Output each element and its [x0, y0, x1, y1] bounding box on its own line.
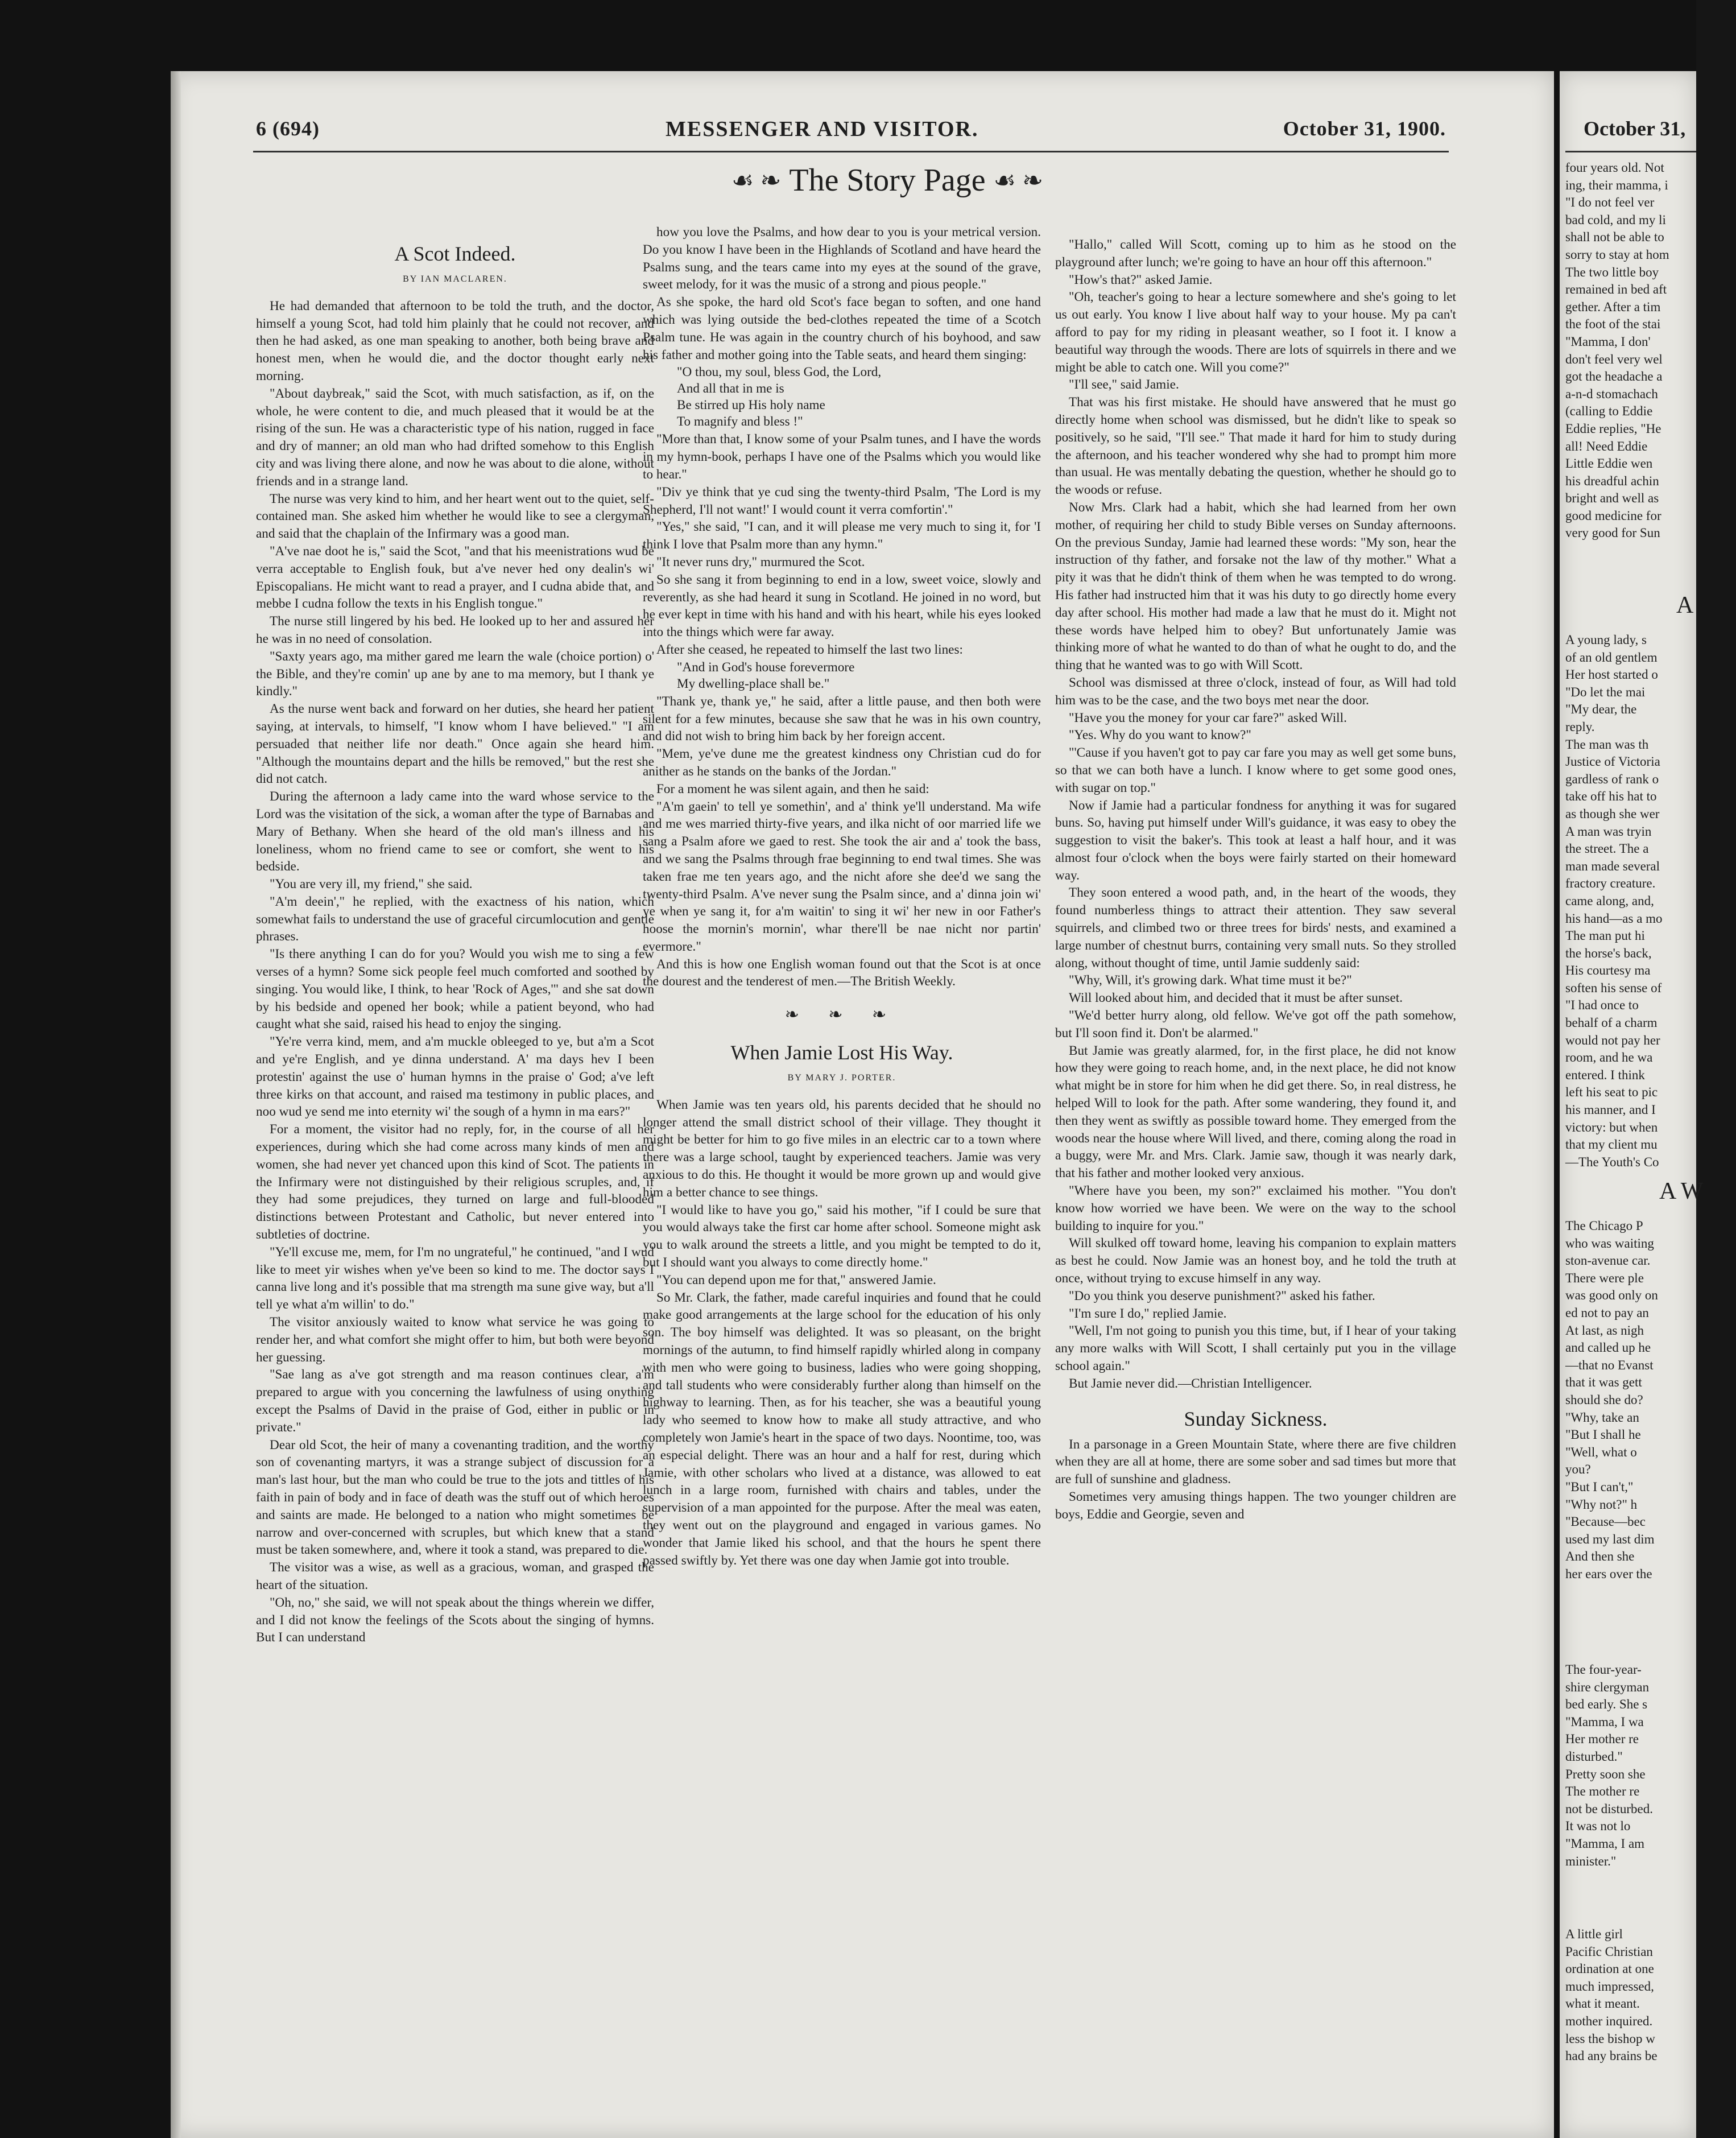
article-title: Sunday Sickness.	[1184, 1407, 1328, 1430]
text-line-fragment: entered. I think	[1565, 1067, 1645, 1082]
text-line-fragment: shire clergyman	[1565, 1679, 1650, 1694]
article-paragraph: So she sang it from beginning to end in a low, sweet voice, slowly and reverently, as she had heard it sung in Scotland. He joined in no word, but he ever kept in time with his hand and with his heart, while his eyes looked into the things which were far away.	[643, 572, 1041, 640]
text-line-fragment: all! Need Eddie	[1565, 439, 1648, 453]
article-paragraph: "Oh, teacher's going to hear a lecture somewhere and she's going to let us out early. You know I live about half way to your house. My pa can't afford to pay for my riding in pleasant weather, so I foot it. I know a beautiful way through the woods. There are lots of squirrels in there and we might be able to catch one. Will you come?"	[1055, 290, 1456, 375]
article-body-continued	[643, 224, 1041, 990]
text-line-fragment: bed early. She s	[1565, 1697, 1648, 1712]
text-line-fragment: Eddie replies, "He	[1565, 421, 1661, 436]
text-line-fragment: not be disturbed.	[1565, 1801, 1653, 1816]
text-line-fragment: "Why not?" h	[1565, 1497, 1638, 1512]
text-line-fragment: room, and he wa	[1565, 1050, 1653, 1065]
article-paragraph: "Sae lang as a've got strength and ma reason continues clear, a'm prepared to argue with you concerning the lawfulness of using onything except the Psalms of David in the praise of God, either in public or in private."	[256, 1367, 654, 1435]
article-paragraph: The nurse still lingered by his bed. He looked up to her and assured her he was in no need of consolation.	[256, 614, 654, 646]
text-line-fragment: sorry to stay at hom	[1565, 247, 1669, 262]
text-line-fragment: take off his hat to	[1565, 789, 1657, 804]
text-line-fragment: the street. The a	[1565, 841, 1649, 856]
article-paragraph: But Jamie was greatly alarmed, for, in the first place, he did not know how they were going to reach home, and, in the next place, he did not know what might be in store for him when he did get there. So, in real distress, he helped Will to look for the path. After some wandering, they found it, and then they went as swiftly as possible toward home. They emerged from the woods near the house where Will lived, and there, coming along the road in a buggy, were Mr. and Mrs. Clark. Jamie saw, though it was nearly dark, that his father and mother looked very anxious.	[1055, 1043, 1456, 1181]
column-fragment	[1565, 1926, 1736, 2065]
article-title: A Scot Indeed.	[394, 242, 516, 265]
column-2	[643, 224, 1041, 1569]
text-line-fragment: ston-avenue car.	[1565, 1253, 1651, 1268]
text-line-fragment: less the bishop w	[1565, 2031, 1655, 2046]
text-line-fragment: her ears over the	[1565, 1566, 1652, 1581]
article-paragraph: Dear old Scot, the heir of many a covenanting tradition, and the worthy son of covenanting martyrs, it was a strange subject of discussion for a man's last hour, but the man who could be true to the jots and tittles of his faith in pain of body and in face of death was the stuff out of which heroes and saints are made. He belonged to a nation who might sometimes be narrow and over-concerned with scruples, but which knew that a stand must be taken somewhere, and, where it took a stand, was prepared to die.	[256, 1437, 654, 1558]
article-paragraph: "We'd better hurry along, old fellow. We've got off the path somehow, but I'll soon find it. Don't be alarmed."	[1055, 1008, 1456, 1041]
article-paragraph: Sometimes very amusing things happen. The two younger children are boys, Eddie and Georgie, seven and	[1055, 1489, 1456, 1522]
article-paragraph: So Mr. Clark, the father, made careful inquiries and found that he could make good arrangements at the large school for the education of his only son. The boy himself was delighted. It was so pleasant, on the bright mornings of the autumn, to find himself rapidly whirled along in company with men who were going to business, ladies who were going shopping, and tall students who were considerably further along than himself on the highway to learning. Then, as for his teacher, she was a beautiful young lady who seemed to know how to make all study attractive, and who completely won Jamie's heart in the space of two days. Noontime, too, was an especial delight. There was an hour and a half for rest, during which Jamie, with other scholars who lived at a distance, was allowed to eat lunch in a large room, furnished with chairs and tables, under the supervision of a man appointed for the purpose. After the meal was eaten, they went out on the playground and engaged in various games. No wonder that Jamie liked his school, and that the hours he spent there passed swiftly by. Yet there was one day when Jamie got into trouble.	[643, 1290, 1041, 1568]
verse-line: Be stirred up His holy name	[677, 398, 825, 413]
article-paragraph: "I'll see," said Jamie.	[1069, 377, 1179, 393]
text-line-fragment: ing, their mamma, i	[1565, 178, 1668, 192]
text-line-fragment: don't feel very wel	[1565, 352, 1663, 366]
issue-date: October 31, 1900.	[1283, 117, 1446, 140]
article-paragraph: "Have you the money for your car fare?" asked Will.	[1069, 710, 1347, 725]
article-paragraph: Will skulked off toward home, leaving his companion to explain matters as best he could. Now Jamie was an honest boy, and he told the truth at once, without trying to excuse himself in any way.	[1055, 1236, 1456, 1286]
article-paragraph: "Yes," she said, "I can, and it will please me very much to sing it, for 'I think I love that Psalm more than any hymn."	[643, 519, 1041, 552]
text-line-fragment: "Mamma, I wa	[1565, 1714, 1644, 1729]
column-fragment	[1565, 1217, 1736, 1583]
header-rule	[253, 151, 1449, 152]
article-paragraph: School was dismissed at three o'clock, instead of four, as Will had told him was to be the case, and the two boys met near the door.	[1055, 675, 1456, 708]
column-3	[1055, 236, 1456, 1524]
article-paragraph: "A'm deein'," he replied, with the exactness of his nation, which somewhat fails to understand the use of graceful circumlocution and gentle phrases.	[256, 894, 654, 944]
article-paragraph: After she ceased, he repeated to himself the last two lines:	[656, 642, 963, 657]
text-line-fragment: gardless of rank o	[1565, 771, 1659, 786]
verse-line: "O thou, my soul, bless God, the Lord,	[677, 365, 882, 380]
text-line-fragment: minister."	[1565, 1854, 1617, 1868]
article-paragraph: During the afternoon a lady came into the ward whose service to the Lord was the visitation of the sick, a woman after the type of Barnabas and Mary of Bethany. When she heard of the old man's illness and his loneliness, whom no friend came to see or comfort, she went to his bedside.	[256, 789, 654, 874]
text-line-fragment: A little girl	[1565, 1927, 1623, 1941]
text-line-fragment: reply.	[1565, 719, 1595, 734]
text-line-fragment: and called up he	[1565, 1340, 1651, 1355]
page-gutter-shadow	[171, 71, 181, 2138]
text-line-fragment: got the headache a	[1565, 369, 1663, 384]
text-line-fragment: very good for Sun	[1565, 526, 1660, 540]
text-line-fragment: The Chicago P	[1565, 1219, 1643, 1233]
fleuron-icon: ☙ ❧	[731, 166, 782, 195]
text-line-fragment: you?	[1565, 1462, 1591, 1477]
text-line-fragment: four years old. Not	[1565, 160, 1664, 175]
text-line-fragment: "But I shall he	[1565, 1427, 1641, 1442]
ornament-divider-icon: ❧ ❧ ❧	[784, 1005, 899, 1025]
text-line-fragment: "Mamma, I am	[1565, 1836, 1645, 1851]
text-line-fragment: bad cold, and my li	[1565, 212, 1666, 227]
article-paragraph: The visitor anxiously waited to know what service he was going to render her, and what comfort she might offer to him, but both were beyond her guessing.	[256, 1315, 654, 1365]
text-line-fragment: ordination at one	[1565, 1962, 1654, 1976]
article-paragraph: "You are very ill, my friend," she said.	[270, 877, 473, 892]
text-line-fragment: victory: but when	[1565, 1120, 1658, 1134]
text-line-fragment: At last, as nigh	[1565, 1323, 1644, 1338]
article-paragraph: Now if Jamie had a particular fondness for anything it was for sugared buns. So, having put himself under Will's guidance, it was easy to obey the suggestion to visit the baker's. This took at least a half hour, and it was almost four o'clock when the boys were fairly started on their homeward way.	[1055, 798, 1456, 883]
article-paragraph: "Where have you been, my son?" exclaimed his mother. "You don't know how worried we have been. We were on the way to the school building to inquire for you."	[1055, 1183, 1456, 1233]
text-line-fragment: The mother re	[1565, 1784, 1640, 1799]
text-line-fragment: gether. After a tim	[1565, 299, 1661, 314]
text-line-fragment: was good only on	[1565, 1288, 1658, 1303]
article-paragraph: "Saxty years ago, ma mither gared me learn the wale (choice portion) o' the Bible, and they're comin' up ane by ane to ma memory, but I thank ye kindly."	[256, 649, 654, 699]
column-fragment	[1565, 1661, 1736, 1870]
article-body	[256, 298, 654, 1646]
column-fragment	[1565, 159, 1736, 542]
text-line-fragment: a-n-d stomachach	[1565, 386, 1658, 401]
article-paragraph: The visitor was a wise, as well as a gracious, woman, and grasped the heart of the situation.	[256, 1560, 654, 1592]
text-line-fragment: much impressed,	[1565, 1979, 1654, 1993]
text-line-fragment: "Well, what o	[1565, 1444, 1637, 1459]
article-paragraph: "Is there anything I can do for you? Would you wish me to sing a few verses of a hymn? Some sick people feel much comforted and soothed by singing. You would like, I think, to hear 'Rock of Ages,'" and she sat down by his bedside and opened her book; while a patient beyond, who had caught what she said, raised his head to enjoy the singing.	[256, 947, 654, 1032]
text-line-fragment: used my last dim	[1565, 1532, 1655, 1546]
text-line-fragment: "Because—bec	[1565, 1514, 1646, 1529]
article-paragraph: For a moment, the visitor had no reply, for, in the course of all her experiences, during which she had come across many kinds of men and women, she had never yet chanced upon this kind of Scot. The patients in the Infirmary were not distinguished by their religious scruples, and, if they had some prejudices, they turned on large and full-blooded distinctions between Protestant and Catholic, but never entered into subtleties of doctrine.	[256, 1122, 654, 1243]
text-line-fragment: came along, and,	[1565, 893, 1654, 908]
text-line-fragment: "I do not feel ver	[1565, 195, 1655, 210]
article-paragraph: "A've nae doot he is," said the Scot, "and that his meenistrations wud be verra acceptable to English fouk, but a've never hed ony dealin's wi' Episcopalians. He micht want to read a prayer, and I cudna abide that, and mebbe I cudna follow the texts in his English tongue."	[256, 543, 654, 612]
text-line-fragment: A young lady, s	[1565, 633, 1647, 647]
text-line-fragment: who was waiting	[1565, 1236, 1654, 1250]
article-paragraph: "Yes. Why do you want to know?"	[1069, 728, 1251, 743]
text-line-fragment: (calling to Eddie	[1565, 404, 1653, 419]
text-line-fragment: as though she wer	[1565, 806, 1660, 821]
article-paragraph: "A'm gaein' to tell ye somethin', and a' think ye'll understand. Ma wife and me wes married thirty-five years, and ilka nicht of oor married life we sang a Psalm afore we gaed to rest. She took the air and a' took the bass, and we sang the Psalms through frae beginning to end twal times. She was taken frae me ten years ago, and the nicht afore she dee'd we sang the twenty-third Psalm. A've never sung the Psalm since, and a' dinna join wi' ye when ye sang it, for a'm waitin' to sing it wi' her new in oor Father's hoose the mornin's mornin', whar there'll be nae nicht nor partin' evermore."	[643, 799, 1041, 954]
text-line-fragment: Justice of Victoria	[1565, 754, 1660, 769]
article-paragraph: The nurse was very kind to him, and her heart went out to the quiet, self-contained man. She asked him whether he would like to see a clergyman, and said that the chaplain of the Infirmary was a good man.	[256, 491, 654, 542]
article-paragraph: Now Mrs. Clark had a habit, which she had learned from her own mother, of requiring her child to study Bible verses on Sunday afternoons. On the previous Sunday, Jamie had learned these words: "My son, hear the instruction of thy father, and forsake not the law of thy mother." What a pity it was that he didn't think of them when he was tempted to do wrong. His father had instructed him that it was his duty to go directly home every day after school. His mother had made a law that he must do it. Might not these words have helped him to obey? But unfortunately Jamie was thinking more of what he wanted to do than of what he ought to do, and the thing that he wanted was to go with Will Scott.	[1055, 500, 1456, 673]
article-body-continued	[1055, 236, 1456, 1393]
section-title-text: The Story Page	[789, 163, 986, 198]
article-title: When Jamie Lost His Way.	[730, 1041, 953, 1064]
article-paragraph: "About daybreak," said the Scot, with much satisfaction, as if, on the whole, he were content to die, and much pleased that it would be at the rising of the sun. He was a characteristic type of his nation, rugged in face and dry of manner; an old man who had drifted somehow to this English city and was living there alone, and now he was about to die alone, without friends and in a strange land.	[256, 386, 654, 489]
text-line-fragment: that it was gett	[1565, 1375, 1642, 1390]
article-body	[1055, 1436, 1456, 1524]
article-paragraph: Will looked about him, and decided that it must be after sunset.	[1069, 990, 1403, 1006]
verse-line: To magnify and bless !"	[677, 414, 803, 430]
article-paragraph: "Why, Will, it's growing dark. What time must it be?"	[1069, 973, 1352, 988]
text-line-fragment: should she do?	[1565, 1392, 1643, 1407]
article-paragraph: "More than that, I know some of your Psalm tunes, and I have the words in my hymn-book, perhaps I have one of the Psalms which you would like to hear."	[643, 432, 1041, 482]
article-paragraph: "Ye're verra kind, mem, and a'm muckle obleeged to ye, but a'm a Scot and ye're English, and ye dinna understand. A' ma days hev I been protestin' against the use o' human hymns in the praise o' God; a've left three kirks on that account, and raised ma testimony in public places, and noo wud ye send me into eternity wi' the sough of a hymn in ma ears?"	[256, 1034, 654, 1120]
text-line-fragment: the horse's back,	[1565, 946, 1652, 960]
article-paragraph: "It never runs dry," murmured the Scot.	[656, 554, 865, 569]
text-line-fragment: "But I can't,"	[1565, 1479, 1634, 1494]
fleuron-icon: ☙ ❧	[993, 166, 1043, 195]
text-line-fragment: Pretty soon she	[1565, 1766, 1646, 1781]
text-line-fragment: mother inquired.	[1565, 2013, 1653, 2028]
text-line-fragment: Her mother re	[1565, 1732, 1639, 1747]
text-line-fragment: behalf of a charm	[1565, 1016, 1658, 1030]
column-fragment	[1565, 632, 1736, 1171]
article-paragraph: And this is how one English woman found out that the Scot is at once the dourest and the tenderest of men.—The British Weekly.	[643, 956, 1041, 989]
verse-line: "And in God's house forevermore	[677, 659, 855, 675]
text-line-fragment: bright and well as	[1565, 491, 1659, 506]
text-line-fragment: The man was th	[1565, 737, 1649, 752]
article-paragraph: In a parsonage in a Green Mountain State, where there are five children when they are all at home, there are some sober and sad times but more that are full of sunshine and gladness.	[1055, 1437, 1456, 1487]
article-paragraph: "Div ye think that ye cud sing the twenty-third Psalm, 'The Lord is my Shepherd, I'll not want!' I would count it verra comfortin'."	[643, 484, 1041, 517]
text-line-fragment: his manner, and I	[1565, 1103, 1656, 1117]
column-1	[256, 228, 654, 1646]
page-number: 6 (694)	[256, 117, 320, 140]
text-line-fragment: —that no Evanst	[1565, 1357, 1654, 1372]
text-line-fragment: the foot of the stai	[1565, 317, 1661, 332]
text-line-fragment: fractory creature.	[1565, 876, 1656, 891]
text-line-fragment: remained in bed aft	[1565, 282, 1667, 297]
article-paragraph: how you love the Psalms, and how dear to you is your metrical version. Do you know I have been in the Highlands of Scotland and have heard the Psalms sung, and the tears came into my eyes at the sound of the grave, sweet melody, for it was the music of a strong and pious people."	[643, 225, 1041, 292]
article-paragraph: "I would like to have you go," said his mother, "if I could be sure that you would always take the first car home after school. Someone might ask you to walk around the streets a little, and you might be tempted to do it, but I should want you always to come directly home."	[643, 1202, 1041, 1270]
newspaper-page-left	[171, 71, 1554, 2138]
text-line-fragment: soften his sense of	[1565, 980, 1662, 995]
article-title-fragment: A W	[1659, 1178, 1704, 1204]
text-line-fragment: his hand—as a mo	[1565, 911, 1663, 926]
text-line-fragment: Little Eddie wen	[1565, 456, 1653, 471]
text-line-fragment: what it meant.	[1565, 1996, 1640, 2011]
text-line-fragment: disturbed."	[1565, 1749, 1623, 1764]
newspaper-page-right-partial	[1560, 71, 1704, 2138]
text-line-fragment: His courtesy ma	[1565, 963, 1651, 978]
text-line-fragment: —The Youth's Co	[1565, 1154, 1659, 1169]
article-paragraph: But Jamie never did.—Christian Intelligencer.	[1069, 1376, 1312, 1391]
article-paragraph: "You can depend upon me for that," answered Jamie.	[656, 1272, 936, 1287]
text-line-fragment: The man put hi	[1565, 928, 1645, 943]
text-line-fragment: would not pay her	[1565, 1033, 1660, 1047]
text-line-fragment: man made several	[1565, 858, 1660, 873]
article-paragraph: "Hallo," called Will Scott, coming up to him as he stood on the playground after lunch; we're going to have an hour off this afternoon."	[1055, 237, 1456, 270]
issue-date: October 31,	[1584, 117, 1686, 140]
text-line-fragment: Pacific Christian	[1565, 1944, 1653, 1959]
text-line-fragment: ed not to pay an	[1565, 1305, 1649, 1320]
text-line-fragment: It was not lo	[1565, 1819, 1631, 1834]
article-paragraph: That was his first mistake. He should have answered that he must go directly home when school was dismissed, but he didn't like to speak so positively, so he said, "I'll see." That made it hard for him to study during the afternoon, and his teacher wondered why she had to prompt him more than usual. He was mentally debating the question, whether he should go to the woods or refuse.	[1055, 395, 1456, 498]
text-line-fragment: "Why, take an	[1565, 1410, 1639, 1425]
header-rule	[1565, 151, 1696, 152]
text-line-fragment: Her host started o	[1565, 667, 1658, 682]
article-paragraph: As she spoke, the hard old Scot's face began to soften, and one hand which was lying outside the bed-clothes repeated the time of a Scotch Psalm tune. He was again in the country church of his boyhood, and saw his father and mother going into the Table seats, and heard them singing:	[643, 295, 1041, 362]
text-line-fragment: had any brains be	[1565, 2049, 1658, 2063]
text-line-fragment: The two little boy	[1565, 265, 1659, 279]
article-paragraph: "Well, I'm not going to punish you this time, but, if I hear of your taking any more walks with Will Scott, I shall certainly put you in the village school again."	[1055, 1323, 1456, 1373]
text-line-fragment: of an old gentlem	[1565, 650, 1658, 664]
text-line-fragment: his dreadful achin	[1565, 473, 1659, 488]
masthead: MESSENGER AND VISITOR.	[666, 117, 979, 141]
article-byline: BY IAN MACLAREN.	[403, 274, 507, 284]
verse-line: And all that in me is	[677, 381, 784, 397]
verse-line: My dwelling-place shall be."	[677, 676, 830, 691]
section-title	[643, 162, 1132, 213]
text-line-fragment: "I had once to	[1565, 998, 1639, 1013]
text-line-fragment: "Do let the mai	[1565, 684, 1646, 699]
text-line-fragment: good medicine for	[1565, 508, 1661, 523]
article-paragraph: "Thank ye, thank ye," he said, after a little pause, and then both were silent for a few minutes, because she saw that he was in his own country, and did not wish to bring him back by her foreign accent.	[643, 694, 1041, 744]
text-line-fragment: A man was tryin	[1565, 824, 1652, 839]
article-byline: BY MARY J. PORTER.	[787, 1073, 896, 1083]
article-paragraph: "Ye'll excuse me, mem, for I'm no ungrateful," he continued, "and I wud like to meet yir wishes when ye've been so kind to me. The doctor says I canna live long and it's possible that ma strength ma sune give way, but a'll tell ye what a'm willin' to do."	[256, 1244, 654, 1312]
text-line-fragment: "Mamma, I don'	[1565, 334, 1651, 349]
article-paragraph: "Oh, no," she said, we will not speak about the things wherein we differ, and I did not know the feelings of the Scots about the singing of hymns. But I can understand	[256, 1595, 654, 1645]
text-line-fragment: There were ple	[1565, 1270, 1644, 1285]
article-paragraph: "How's that?" asked Jamie.	[1069, 272, 1213, 287]
article-paragraph: When Jamie was ten years old, his parents decided that he should no longer attend the small district school of their village. They thought it might be better for him to go five miles in an electric car to a town where there was a large school, taught by experienced teachers. Jamie was very anxious to do this. He thought it would be more grown up and would give him a better chance to see things.	[643, 1097, 1041, 1200]
article-paragraph: "Mem, ye've dune me the greatest kindness ony Christian cud do for anither as he stands on the banks of the Jordan."	[643, 746, 1041, 779]
text-line-fragment: And then she	[1565, 1549, 1635, 1564]
text-line-fragment: "My dear, the	[1565, 702, 1637, 717]
article-paragraph: "Do you think you deserve punishment?" asked his father.	[1069, 1288, 1375, 1303]
text-line-fragment: left his seat to pic	[1565, 1085, 1658, 1100]
article-paragraph: As the nurse went back and forward on her duties, she heard her patient saying, at intervals, to himself, "I know whom I have believed." "I am persuaded that neither life nor death." Once again she heard him. "Although the mountains depart and the hills be removed," but the rest she did not catch.	[256, 701, 654, 787]
text-line-fragment: shall not be able to	[1565, 230, 1664, 245]
text-line-fragment: that my client mu	[1565, 1137, 1658, 1152]
article-paragraph: "'Cause if you haven't got to pay car fare you may as well get some buns, so that we can both have a lunch. I know where to get some good ones, with sugar on top."	[1055, 745, 1456, 795]
article-paragraph: They soon entered a wood path, and, in the heart of the woods, they found numberless things to attract their attention. They saw several squirrels, and climbed two or three trees for birds' nests, and examined a large number of chestnut burrs, containing very small nuts. So they strolled along, without thought of time, until Jamie suddenly said:	[1055, 885, 1456, 971]
article-title-fragment: A	[1676, 592, 1694, 618]
text-line-fragment: The four-year-	[1565, 1662, 1642, 1677]
article-paragraph: He had demanded that afternoon to be told the truth, and the doctor, himself a young Scot, had told him plainly that he could not recover, and then he had asked, as one man speaking to another, both being brave and honest men, when he would die, and the doctor thought early next morning.	[256, 298, 654, 383]
article-paragraph: For a moment he was silent again, and then he said:	[656, 781, 929, 796]
article-paragraph: "I'm sure I do," replied Jamie.	[1069, 1306, 1227, 1321]
article-body	[643, 1096, 1041, 1570]
